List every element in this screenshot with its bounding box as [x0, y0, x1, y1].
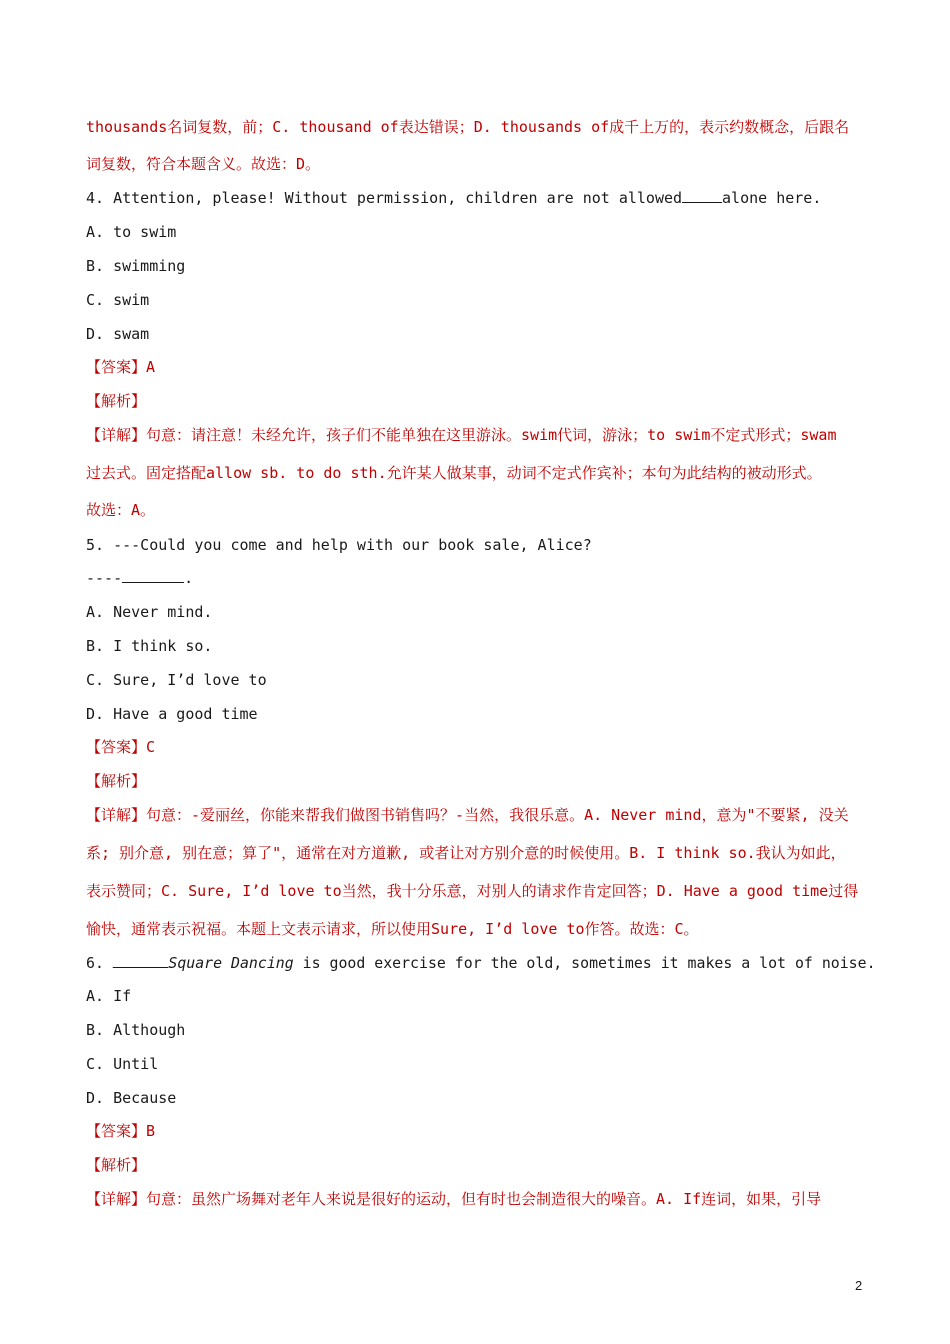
q4-analysis: [86, 391, 876, 411]
q4-detail-line-1: 【详解】句意：请注意！未经允许，孩子们不能单独在这里游泳。swim代词，游泳；to swim不定式形式；swam: [86, 426, 837, 444]
q5-answer: [86, 737, 876, 757]
q6-analysis-label: 【解析】: [86, 1156, 147, 1174]
q4-option-a: A. to swim: [86, 223, 177, 241]
q5-analysis-label: 【解析】: [86, 772, 147, 790]
q6-detail-line-1: 【详解】句意：虽然广场舞对老年人来说是很好的运动，但有时也会制造很大的噪音。A. If连词，如果，引导: [86, 1190, 822, 1208]
q5-blank: [122, 568, 184, 583]
q4-stem-after: alone here.: [722, 189, 822, 207]
q5-detail-line-2: 系; 别介意, 别在意；算了"，通常在对方道歉, 或者让对方别介意的时候使用。B. I think so.我认为如此，: [86, 844, 846, 862]
q6-answer: [86, 1121, 876, 1141]
q6-answer-label: 【答案】: [86, 1122, 147, 1140]
q4-detail-line-3: 故选：A。: [86, 501, 156, 519]
q4-answer-label: 【答案】: [86, 358, 147, 376]
q5-detail-label: 【详解】: [86, 806, 147, 824]
q6-detail-label: 【详解】: [86, 1190, 147, 1208]
q6-option-d: D. Because: [86, 1089, 177, 1107]
q4-option-d: D. swam: [86, 325, 150, 343]
q5-option-a: A. Never mind.: [86, 603, 213, 621]
q6-stem: 6. Square Dancing is good exercise for the old, sometimes it makes a lot of noise.: [86, 954, 876, 972]
q4-detail-line-2: 过去式。固定搭配allow sb. to do sth.允许某人做某事，动词不定式作宾补；本句为此结构的被动形式。: [86, 464, 822, 482]
q5-answer-label: 【答案】: [86, 738, 147, 756]
q5-analysis: [86, 771, 876, 791]
q5-option-c: C. Sure, I’d love to: [86, 671, 267, 689]
q6-option-b: B. Although: [86, 1021, 186, 1039]
continuation-line-2: 词复数，符合本题含义。故选：D。: [86, 155, 321, 173]
q5-detail-line-4: 愉快，通常表示祝福。本题上文表示请求，所以使用Sure, I’d love to作答。故选：C。: [86, 920, 699, 938]
q5-stem-line-2: ---- .: [86, 569, 194, 587]
q5-option-d: D. Have a good time: [86, 705, 258, 723]
q6-blank: [113, 953, 169, 968]
q4-answer: [86, 357, 876, 377]
q5-answer-value: C: [146, 738, 156, 756]
page-number: 2: [855, 1278, 863, 1293]
q4-detail-label: 【详解】: [86, 426, 147, 444]
q6-answer-value: B: [146, 1122, 156, 1140]
q4-blank: [682, 188, 722, 203]
q6-option-a: A. If: [86, 987, 132, 1005]
q6-analysis: [86, 1155, 876, 1175]
q5-stem-line-1: 5. ---Could you come and help with our book sale, Alice?: [86, 536, 592, 554]
q4-answer-value: A: [146, 358, 156, 376]
q4-option-b: B. swimming: [86, 257, 186, 275]
q4-stem: [86, 188, 876, 208]
q4-stem-before: 4. Attention, please! Without permission, children are not allowed: [86, 189, 683, 207]
q5-option-b: B. I think so.: [86, 637, 213, 655]
q6-stem-italic: Square Dancing: [168, 954, 294, 972]
q5-detail-line-1: 【详解】句意：-爱丽丝，你能来帮我们做图书销售吗？-当然，我很乐意。A. Never mind，意为"不要紧, 没关: [86, 806, 849, 824]
continuation-line-1: thousands名词复数，前；C. thousand of表达错误；D. thousands of成千上万的，表示约数概念，后跟名: [86, 118, 850, 136]
q4-analysis-label: 【解析】: [86, 392, 147, 410]
q6-option-c: C. Until: [86, 1055, 159, 1073]
q4-option-c: C. swim: [86, 291, 150, 309]
q5-detail-line-3: 表示赞同；C. Sure, I’d love to当然，我十分乐意，对别人的请求作肯定回答；D. Have a good time过得: [86, 882, 859, 900]
